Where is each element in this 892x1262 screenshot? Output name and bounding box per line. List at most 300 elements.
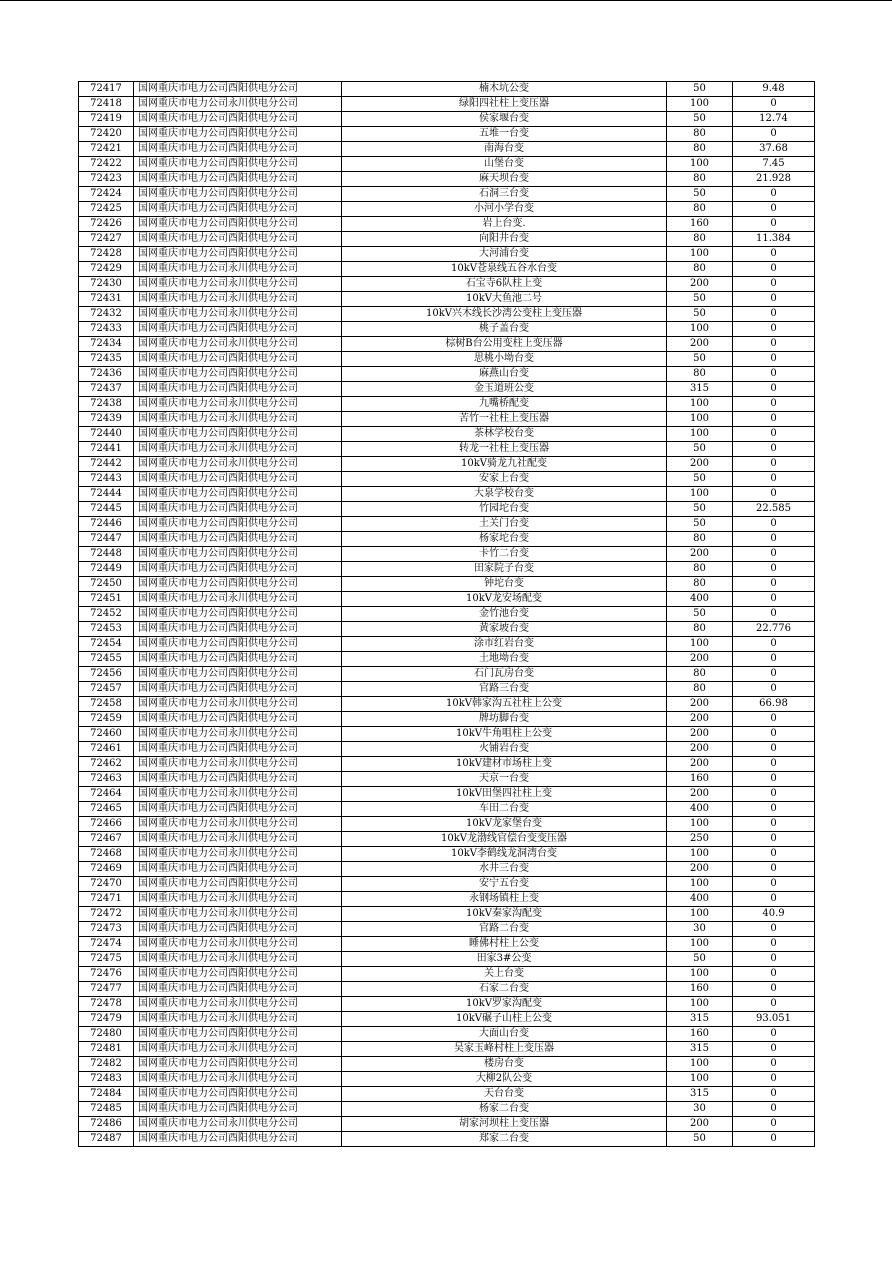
company-cell: 国网重庆市电力公司酉阳供电分公司 bbox=[134, 382, 342, 397]
capacity-cell: 100 bbox=[667, 637, 733, 652]
row-id-cell: 72487 bbox=[79, 1132, 134, 1147]
table-row bbox=[79, 352, 815, 367]
company-cell: 国网重庆市电力公司酉阳供电分公司 bbox=[134, 742, 342, 757]
company-cell: 国网重庆市电力公司酉阳供电分公司 bbox=[134, 607, 342, 622]
table-row bbox=[79, 112, 815, 127]
company-cell: 国网重庆市电力公司永川供电分公司 bbox=[134, 592, 342, 607]
row-id-cell: 72458 bbox=[79, 697, 134, 712]
company-cell: 国网重庆市电力公司酉阳供电分公司 bbox=[134, 172, 342, 187]
transformer-name-cell: 10kV兴木线长沙湾公变柱上变压器 bbox=[342, 307, 667, 322]
row-id-cell: 72479 bbox=[79, 1012, 134, 1027]
value-cell: 0 bbox=[733, 772, 815, 787]
row-id-cell: 72459 bbox=[79, 712, 134, 727]
row-id-cell: 72433 bbox=[79, 322, 134, 337]
capacity-cell: 100 bbox=[667, 397, 733, 412]
value-cell: 0 bbox=[733, 262, 815, 277]
row-id-cell: 72435 bbox=[79, 352, 134, 367]
capacity-cell: 200 bbox=[667, 337, 733, 352]
table-row bbox=[79, 337, 815, 352]
row-id-cell: 72420 bbox=[79, 127, 134, 142]
capacity-cell: 100 bbox=[667, 937, 733, 952]
table-row bbox=[79, 382, 815, 397]
value-cell: 0 bbox=[733, 382, 815, 397]
capacity-cell: 200 bbox=[667, 697, 733, 712]
table-row bbox=[79, 712, 815, 727]
capacity-cell: 315 bbox=[667, 382, 733, 397]
transformer-name-cell: 侯家堰台变 bbox=[342, 112, 667, 127]
row-id-cell: 72451 bbox=[79, 592, 134, 607]
table-row bbox=[79, 832, 815, 847]
transformer-name-cell: 大泉学校台变 bbox=[342, 487, 667, 502]
transformer-name-cell: 牌坊脚台变 bbox=[342, 712, 667, 727]
company-cell: 国网重庆市电力公司酉阳供电分公司 bbox=[134, 622, 342, 637]
company-cell: 国网重庆市电力公司酉阳供电分公司 bbox=[134, 352, 342, 367]
transformer-name-cell: 岩上台变. bbox=[342, 217, 667, 232]
table-row bbox=[79, 802, 815, 817]
transformer-name-cell: 黄家坡台变 bbox=[342, 622, 667, 637]
transformer-name-cell: 麻天坝台变 bbox=[342, 172, 667, 187]
value-cell: 0 bbox=[733, 607, 815, 622]
table-row bbox=[79, 142, 815, 157]
capacity-cell: 80 bbox=[667, 202, 733, 217]
value-cell: 0 bbox=[733, 397, 815, 412]
company-cell: 国网重庆市电力公司酉阳供电分公司 bbox=[134, 1087, 342, 1102]
table-row bbox=[79, 277, 815, 292]
row-id-cell: 72418 bbox=[79, 97, 134, 112]
table-row bbox=[79, 517, 815, 532]
table-row bbox=[79, 577, 815, 592]
capacity-cell: 100 bbox=[667, 817, 733, 832]
table-row bbox=[79, 157, 815, 172]
company-cell: 国网重庆市电力公司酉阳供电分公司 bbox=[134, 247, 342, 262]
value-cell: 11.384 bbox=[733, 232, 815, 247]
row-id-cell: 72460 bbox=[79, 727, 134, 742]
capacity-cell: 200 bbox=[667, 727, 733, 742]
company-cell: 国网重庆市电力公司酉阳供电分公司 bbox=[134, 517, 342, 532]
transformer-name-cell: 大河浦台变 bbox=[342, 247, 667, 262]
value-cell: 0 bbox=[733, 367, 815, 382]
transformer-name-cell: 大面山台变 bbox=[342, 1027, 667, 1042]
company-cell: 国网重庆市电力公司酉阳供电分公司 bbox=[134, 322, 342, 337]
row-id-cell: 72441 bbox=[79, 442, 134, 457]
table-row bbox=[79, 442, 815, 457]
capacity-cell: 80 bbox=[667, 262, 733, 277]
transformer-name-cell: 钟坨台变 bbox=[342, 577, 667, 592]
table-row bbox=[79, 727, 815, 742]
transformer-table bbox=[78, 81, 815, 1147]
value-cell: 0 bbox=[733, 442, 815, 457]
transformer-name-cell: 桃子盖台变 bbox=[342, 322, 667, 337]
capacity-cell: 50 bbox=[667, 82, 733, 97]
company-cell: 国网重庆市电力公司永川供电分公司 bbox=[134, 697, 342, 712]
row-id-cell: 72482 bbox=[79, 1057, 134, 1072]
row-id-cell: 72432 bbox=[79, 307, 134, 322]
value-cell: 0 bbox=[733, 292, 815, 307]
transformer-name-cell: 棕树B台公用变柱上变压器 bbox=[342, 337, 667, 352]
row-id-cell: 72426 bbox=[79, 217, 134, 232]
row-id-cell: 72456 bbox=[79, 667, 134, 682]
row-id-cell: 72452 bbox=[79, 607, 134, 622]
capacity-cell: 200 bbox=[667, 862, 733, 877]
value-cell: 0 bbox=[733, 1087, 815, 1102]
company-cell: 国网重庆市电力公司酉阳供电分公司 bbox=[134, 682, 342, 697]
transformer-name-cell: 九嘴桥配变 bbox=[342, 397, 667, 412]
transformer-name-cell: 官路三台变 bbox=[342, 682, 667, 697]
value-cell: 0 bbox=[733, 97, 815, 112]
company-cell: 国网重庆市电力公司永川供电分公司 bbox=[134, 307, 342, 322]
value-cell: 0 bbox=[733, 892, 815, 907]
value-cell: 0 bbox=[733, 652, 815, 667]
row-id-cell: 72434 bbox=[79, 337, 134, 352]
table-row bbox=[79, 607, 815, 622]
value-cell: 0 bbox=[733, 1057, 815, 1072]
value-cell: 93.051 bbox=[733, 1012, 815, 1027]
company-cell: 国网重庆市电力公司酉阳供电分公司 bbox=[134, 637, 342, 652]
capacity-cell: 200 bbox=[667, 742, 733, 757]
capacity-cell: 200 bbox=[667, 457, 733, 472]
transformer-name-cell: 山堡台变 bbox=[342, 157, 667, 172]
company-cell: 国网重庆市电力公司酉阳供电分公司 bbox=[134, 1132, 342, 1147]
value-cell: 0 bbox=[733, 187, 815, 202]
value-cell: 0 bbox=[733, 517, 815, 532]
value-cell: 0 bbox=[733, 547, 815, 562]
row-id-cell: 72471 bbox=[79, 892, 134, 907]
table-row bbox=[79, 322, 815, 337]
row-id-cell: 72430 bbox=[79, 277, 134, 292]
row-id-cell: 72461 bbox=[79, 742, 134, 757]
transformer-name-cell: 卡竹二台变 bbox=[342, 547, 667, 562]
transformer-name-cell: 关上台变 bbox=[342, 967, 667, 982]
transformer-name-cell: 胡家河坝柱上变压器 bbox=[342, 1117, 667, 1132]
transformer-name-cell: 安家上台变 bbox=[342, 472, 667, 487]
transformer-name-cell: 金玉道班公变 bbox=[342, 382, 667, 397]
row-id-cell: 72427 bbox=[79, 232, 134, 247]
row-id-cell: 72429 bbox=[79, 262, 134, 277]
capacity-cell: 50 bbox=[667, 952, 733, 967]
table-row bbox=[79, 682, 815, 697]
capacity-cell: 80 bbox=[667, 172, 733, 187]
table-row bbox=[79, 772, 815, 787]
company-cell: 国网重庆市电力公司酉阳供电分公司 bbox=[134, 142, 342, 157]
table-row bbox=[79, 217, 815, 232]
capacity-cell: 200 bbox=[667, 787, 733, 802]
transformer-name-cell: 竹园坨台变 bbox=[342, 502, 667, 517]
company-cell: 国网重庆市电力公司酉阳供电分公司 bbox=[134, 712, 342, 727]
table-row bbox=[79, 1132, 815, 1147]
company-cell: 国网重庆市电力公司酉阳供电分公司 bbox=[134, 127, 342, 142]
transformer-name-cell: 向阳井台变 bbox=[342, 232, 667, 247]
capacity-cell: 315 bbox=[667, 1012, 733, 1027]
capacity-cell: 160 bbox=[667, 1027, 733, 1042]
transformer-name-cell: 天京一台变 bbox=[342, 772, 667, 787]
company-cell: 国网重庆市电力公司酉阳供电分公司 bbox=[134, 232, 342, 247]
value-cell: 0 bbox=[733, 757, 815, 772]
table-row bbox=[79, 547, 815, 562]
capacity-cell: 50 bbox=[667, 517, 733, 532]
value-cell: 0 bbox=[733, 427, 815, 442]
value-cell: 0 bbox=[733, 1117, 815, 1132]
capacity-cell: 80 bbox=[667, 577, 733, 592]
capacity-cell: 100 bbox=[667, 487, 733, 502]
row-id-cell: 72438 bbox=[79, 397, 134, 412]
row-id-cell: 72476 bbox=[79, 967, 134, 982]
transformer-name-cell: 安宁五台变 bbox=[342, 877, 667, 892]
company-cell: 国网重庆市电力公司酉阳供电分公司 bbox=[134, 367, 342, 382]
row-id-cell: 72448 bbox=[79, 547, 134, 562]
company-cell: 国网重庆市电力公司酉阳供电分公司 bbox=[134, 532, 342, 547]
row-id-cell: 72477 bbox=[79, 982, 134, 997]
company-cell: 国网重庆市电力公司酉阳供电分公司 bbox=[134, 1027, 342, 1042]
company-cell: 国网重庆市电力公司酉阳供电分公司 bbox=[134, 157, 342, 172]
transformer-name-cell: 田家院子台变 bbox=[342, 562, 667, 577]
value-cell: 0 bbox=[733, 682, 815, 697]
capacity-cell: 80 bbox=[667, 532, 733, 547]
transformer-name-cell: 苦竹一社柱上变压器 bbox=[342, 412, 667, 427]
table-row bbox=[79, 1117, 815, 1132]
transformer-name-cell: 土地坳台变 bbox=[342, 652, 667, 667]
value-cell: 0 bbox=[733, 802, 815, 817]
company-cell: 国网重庆市电力公司酉阳供电分公司 bbox=[134, 427, 342, 442]
table-row bbox=[79, 97, 815, 112]
capacity-cell: 50 bbox=[667, 607, 733, 622]
row-id-cell: 72462 bbox=[79, 757, 134, 772]
row-id-cell: 72449 bbox=[79, 562, 134, 577]
table-row bbox=[79, 487, 815, 502]
table-row bbox=[79, 652, 815, 667]
value-cell: 0 bbox=[733, 952, 815, 967]
value-cell: 0 bbox=[733, 997, 815, 1012]
row-id-cell: 72475 bbox=[79, 952, 134, 967]
row-id-cell: 72474 bbox=[79, 937, 134, 952]
transformer-name-cell: 石宝寺6队柱上变 bbox=[342, 277, 667, 292]
capacity-cell: 100 bbox=[667, 1057, 733, 1072]
capacity-cell: 50 bbox=[667, 112, 733, 127]
capacity-cell: 200 bbox=[667, 277, 733, 292]
transformer-name-cell: 官路二台变 bbox=[342, 922, 667, 937]
transformer-name-cell: 杨家二台变 bbox=[342, 1102, 667, 1117]
value-cell: 0 bbox=[733, 712, 815, 727]
company-cell: 国网重庆市电力公司永川供电分公司 bbox=[134, 937, 342, 952]
company-cell: 国网重庆市电力公司永川供电分公司 bbox=[134, 892, 342, 907]
capacity-cell: 200 bbox=[667, 1117, 733, 1132]
company-cell: 国网重庆市电力公司永川供电分公司 bbox=[134, 817, 342, 832]
row-id-cell: 72423 bbox=[79, 172, 134, 187]
capacity-cell: 100 bbox=[667, 997, 733, 1012]
value-cell: 22.776 bbox=[733, 622, 815, 637]
table-row bbox=[79, 1087, 815, 1102]
company-cell: 国网重庆市电力公司酉阳供电分公司 bbox=[134, 862, 342, 877]
value-cell: 0 bbox=[733, 337, 815, 352]
capacity-cell: 200 bbox=[667, 547, 733, 562]
table-row bbox=[79, 1027, 815, 1042]
row-id-cell: 72465 bbox=[79, 802, 134, 817]
company-cell: 国网重庆市电力公司酉阳供电分公司 bbox=[134, 667, 342, 682]
row-id-cell: 72431 bbox=[79, 292, 134, 307]
capacity-cell: 30 bbox=[667, 922, 733, 937]
capacity-cell: 160 bbox=[667, 772, 733, 787]
table-row bbox=[79, 907, 815, 922]
table-row bbox=[79, 892, 815, 907]
company-cell: 国网重庆市电力公司永川供电分公司 bbox=[134, 1012, 342, 1027]
table-row bbox=[79, 697, 815, 712]
table-row bbox=[79, 817, 815, 832]
row-id-cell: 72440 bbox=[79, 427, 134, 442]
row-id-cell: 72419 bbox=[79, 112, 134, 127]
company-cell: 国网重庆市电力公司酉阳供电分公司 bbox=[134, 187, 342, 202]
table-row bbox=[79, 472, 815, 487]
company-cell: 国网重庆市电力公司永川供电分公司 bbox=[134, 337, 342, 352]
table-row bbox=[79, 667, 815, 682]
row-id-cell: 72483 bbox=[79, 1072, 134, 1087]
spreadsheet-page bbox=[78, 81, 814, 1147]
table-row bbox=[79, 757, 815, 772]
company-cell: 国网重庆市电力公司酉阳供电分公司 bbox=[134, 502, 342, 517]
row-id-cell: 72453 bbox=[79, 622, 134, 637]
table-row bbox=[79, 82, 815, 97]
value-cell: 0 bbox=[733, 412, 815, 427]
capacity-cell: 50 bbox=[667, 292, 733, 307]
capacity-cell: 50 bbox=[667, 442, 733, 457]
capacity-cell: 50 bbox=[667, 352, 733, 367]
company-cell: 国网重庆市电力公司酉阳供电分公司 bbox=[134, 877, 342, 892]
company-cell: 国网重庆市电力公司永川供电分公司 bbox=[134, 952, 342, 967]
capacity-cell: 160 bbox=[667, 982, 733, 997]
row-id-cell: 72486 bbox=[79, 1117, 134, 1132]
company-cell: 国网重庆市电力公司酉阳供电分公司 bbox=[134, 772, 342, 787]
value-cell: 0 bbox=[733, 472, 815, 487]
capacity-cell: 50 bbox=[667, 1132, 733, 1147]
company-cell: 国网重庆市电力公司酉阳供电分公司 bbox=[134, 1102, 342, 1117]
capacity-cell: 80 bbox=[667, 562, 733, 577]
row-id-cell: 72443 bbox=[79, 472, 134, 487]
value-cell: 0 bbox=[733, 1102, 815, 1117]
row-id-cell: 72417 bbox=[79, 82, 134, 97]
row-id-cell: 72481 bbox=[79, 1042, 134, 1057]
transformer-name-cell: 金竹池台变 bbox=[342, 607, 667, 622]
table-row bbox=[79, 127, 815, 142]
capacity-cell: 80 bbox=[667, 142, 733, 157]
capacity-cell: 100 bbox=[667, 412, 733, 427]
row-id-cell: 72422 bbox=[79, 157, 134, 172]
transformer-name-cell: 水井三台变 bbox=[342, 862, 667, 877]
table-row bbox=[79, 1042, 815, 1057]
capacity-cell: 80 bbox=[667, 682, 733, 697]
value-cell: 40.9 bbox=[733, 907, 815, 922]
company-cell: 国网重庆市电力公司永川供电分公司 bbox=[134, 97, 342, 112]
capacity-cell: 100 bbox=[667, 157, 733, 172]
company-cell: 国网重庆市电力公司酉阳供电分公司 bbox=[134, 922, 342, 937]
capacity-cell: 160 bbox=[667, 217, 733, 232]
row-id-cell: 72485 bbox=[79, 1102, 134, 1117]
value-cell: 0 bbox=[733, 307, 815, 322]
capacity-cell: 80 bbox=[667, 622, 733, 637]
table-row bbox=[79, 502, 815, 517]
table-row bbox=[79, 202, 815, 217]
table-row bbox=[79, 292, 815, 307]
row-id-cell: 72446 bbox=[79, 517, 134, 532]
company-cell: 国网重庆市电力公司酉阳供电分公司 bbox=[134, 1057, 342, 1072]
transformer-name-cell: 绿阳四社柱上变压器 bbox=[342, 97, 667, 112]
transformer-name-cell: 涂市红岩台变 bbox=[342, 637, 667, 652]
company-cell: 国网重庆市电力公司酉阳供电分公司 bbox=[134, 982, 342, 997]
company-cell: 国网重庆市电力公司永川供电分公司 bbox=[134, 277, 342, 292]
company-cell: 国网重庆市电力公司酉阳供电分公司 bbox=[134, 562, 342, 577]
capacity-cell: 250 bbox=[667, 832, 733, 847]
table-row bbox=[79, 262, 815, 277]
table-row bbox=[79, 622, 815, 637]
capacity-cell: 100 bbox=[667, 247, 733, 262]
transformer-name-cell: 大柳2队公变 bbox=[342, 1072, 667, 1087]
transformer-name-cell: 10kV牛角咀柱上公变 bbox=[342, 727, 667, 742]
company-cell: 国网重庆市电力公司永川供电分公司 bbox=[134, 832, 342, 847]
transformer-name-cell: 茶林学校台变 bbox=[342, 427, 667, 442]
capacity-cell: 200 bbox=[667, 712, 733, 727]
transformer-name-cell: 10kV建材市场柱上变 bbox=[342, 757, 667, 772]
table-row bbox=[79, 1057, 815, 1072]
company-cell: 国网重庆市电力公司永川供电分公司 bbox=[134, 457, 342, 472]
row-id-cell: 72463 bbox=[79, 772, 134, 787]
capacity-cell: 100 bbox=[667, 877, 733, 892]
value-cell: 0 bbox=[733, 577, 815, 592]
table-body bbox=[79, 82, 815, 1147]
table-row bbox=[79, 532, 815, 547]
capacity-cell: 50 bbox=[667, 472, 733, 487]
row-id-cell: 72454 bbox=[79, 637, 134, 652]
capacity-cell: 400 bbox=[667, 592, 733, 607]
company-cell: 国网重庆市电力公司永川供电分公司 bbox=[134, 847, 342, 862]
company-cell: 国网重庆市电力公司永川供电分公司 bbox=[134, 727, 342, 742]
transformer-name-cell: 火铺岩台变 bbox=[342, 742, 667, 757]
value-cell: 0 bbox=[733, 742, 815, 757]
transformer-name-cell: 土关门台变 bbox=[342, 517, 667, 532]
table-row bbox=[79, 997, 815, 1012]
table-row bbox=[79, 877, 815, 892]
company-cell: 国网重庆市电力公司酉阳供电分公司 bbox=[134, 652, 342, 667]
value-cell: 0 bbox=[733, 1027, 815, 1042]
transformer-name-cell: 10kV韩家沟五社柱上公变 bbox=[342, 697, 667, 712]
value-cell: 0 bbox=[733, 487, 815, 502]
value-cell: 0 bbox=[733, 967, 815, 982]
capacity-cell: 315 bbox=[667, 1087, 733, 1102]
capacity-cell: 100 bbox=[667, 322, 733, 337]
transformer-name-cell: 石家二台变 bbox=[342, 982, 667, 997]
transformer-name-cell: 10kV田堡四社柱上变 bbox=[342, 787, 667, 802]
row-id-cell: 72478 bbox=[79, 997, 134, 1012]
value-cell: 12.74 bbox=[733, 112, 815, 127]
row-id-cell: 72470 bbox=[79, 877, 134, 892]
table-row bbox=[79, 307, 815, 322]
row-id-cell: 72428 bbox=[79, 247, 134, 262]
capacity-cell: 50 bbox=[667, 502, 733, 517]
capacity-cell: 100 bbox=[667, 97, 733, 112]
transformer-name-cell: 南海台变 bbox=[342, 142, 667, 157]
row-id-cell: 72425 bbox=[79, 202, 134, 217]
row-id-cell: 72442 bbox=[79, 457, 134, 472]
value-cell: 21.928 bbox=[733, 172, 815, 187]
company-cell: 国网重庆市电力公司永川供电分公司 bbox=[134, 262, 342, 277]
table-row bbox=[79, 427, 815, 442]
capacity-cell: 400 bbox=[667, 802, 733, 817]
table-row bbox=[79, 367, 815, 382]
transformer-name-cell: 10kV秦家沟配变 bbox=[342, 907, 667, 922]
table-row bbox=[79, 247, 815, 262]
table-row bbox=[79, 1072, 815, 1087]
capacity-cell: 200 bbox=[667, 652, 733, 667]
table-row bbox=[79, 967, 815, 982]
value-cell: 0 bbox=[733, 247, 815, 262]
company-cell: 国网重庆市电力公司酉阳供电分公司 bbox=[134, 472, 342, 487]
table-row bbox=[79, 562, 815, 577]
